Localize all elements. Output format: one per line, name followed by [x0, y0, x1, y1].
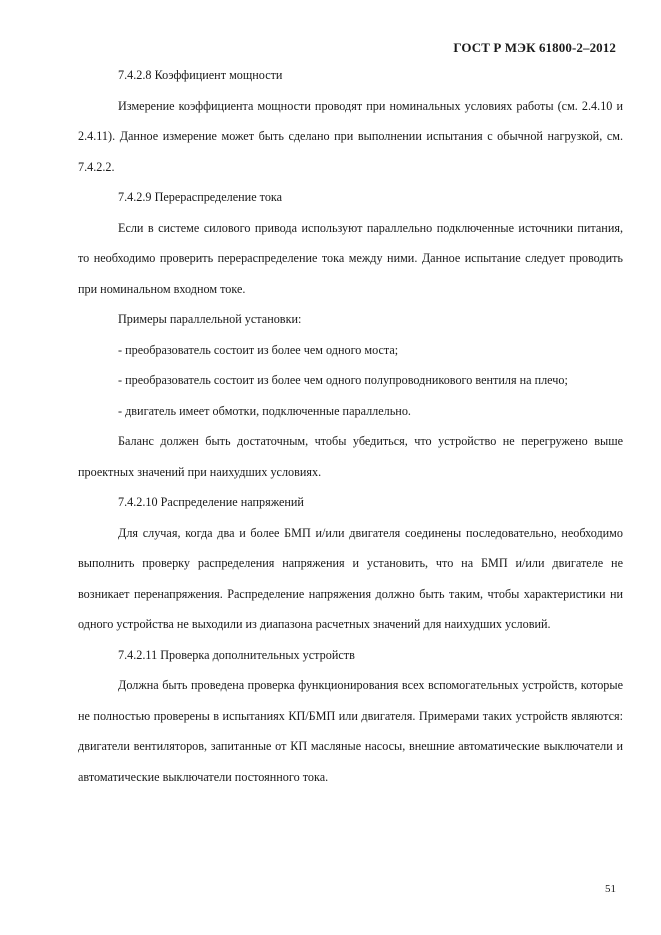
list-item: - преобразователь состоит из более чем одного полупроводникового вентиля на плечо;: [118, 373, 568, 387]
page-number: 51: [605, 883, 616, 895]
paragraph: Если в системе силового привода используют параллельно подключенные источники питания, то необходимо проверить перераспределение тока между ними. Данное испытание следует проводить при номинальном входном токе.: [78, 220, 623, 296]
list-item: - преобразователь состоит из более чем одного моста;: [118, 342, 399, 357]
paragraph: Измерение коэффициента мощности проводят при номинальных условиях работы (см. 2.4.10 и 2.4.11). Данное измерение может быть сделано при выполнении испытания с обычной нагрузкой, см. 7.4.2.2.: [78, 98, 623, 174]
section-heading: 7.4.2.11 Проверка дополнительных устройств: [118, 647, 355, 662]
document-header: ГОСТ Р МЭК 61800-2–2012: [453, 40, 616, 55]
paragraph: Баланс должен быть достаточным, чтобы убедиться, что устройство не перегружено выше проектных значений при наихудших условиях.: [78, 434, 623, 479]
section-heading: 7.4.2.9 Перераспределение тока: [118, 190, 283, 204]
section-heading: 7.4.2.8 Коэффициент мощности: [118, 68, 283, 82]
paragraph: Примеры параллельной установки:: [118, 312, 302, 326]
paragraph: Должна быть проведена проверка функционирования всех вспомогательных устройств, которые не полностью проверены в испытаниях КП/БМП или двигателя. Примерами таких устройств являются: двигатели вентиляторов, запитанные от КП масляные насосы, внешние автоматические выключатели и автоматические выключатели постоянного тока.: [78, 678, 623, 784]
document-body: [78, 60, 623, 792]
list-item: - двигатель имеет обмотки, подключенные параллельно.: [118, 403, 411, 418]
paragraph: Для случая, когда два и более БМП и/или двигателя соединены последовательно, необходимо выполнить проверку распределения напряжения и установить, что на БМП и/или двигателе не возникает перенапряжения. Распределение напряжения должно быть таким, чтобы характеристики ни одного устройства не выходили из диапазона расчетных значений для наихудших условий.: [78, 525, 623, 631]
section-heading: 7.4.2.10 Распределение напряжений: [118, 495, 304, 509]
